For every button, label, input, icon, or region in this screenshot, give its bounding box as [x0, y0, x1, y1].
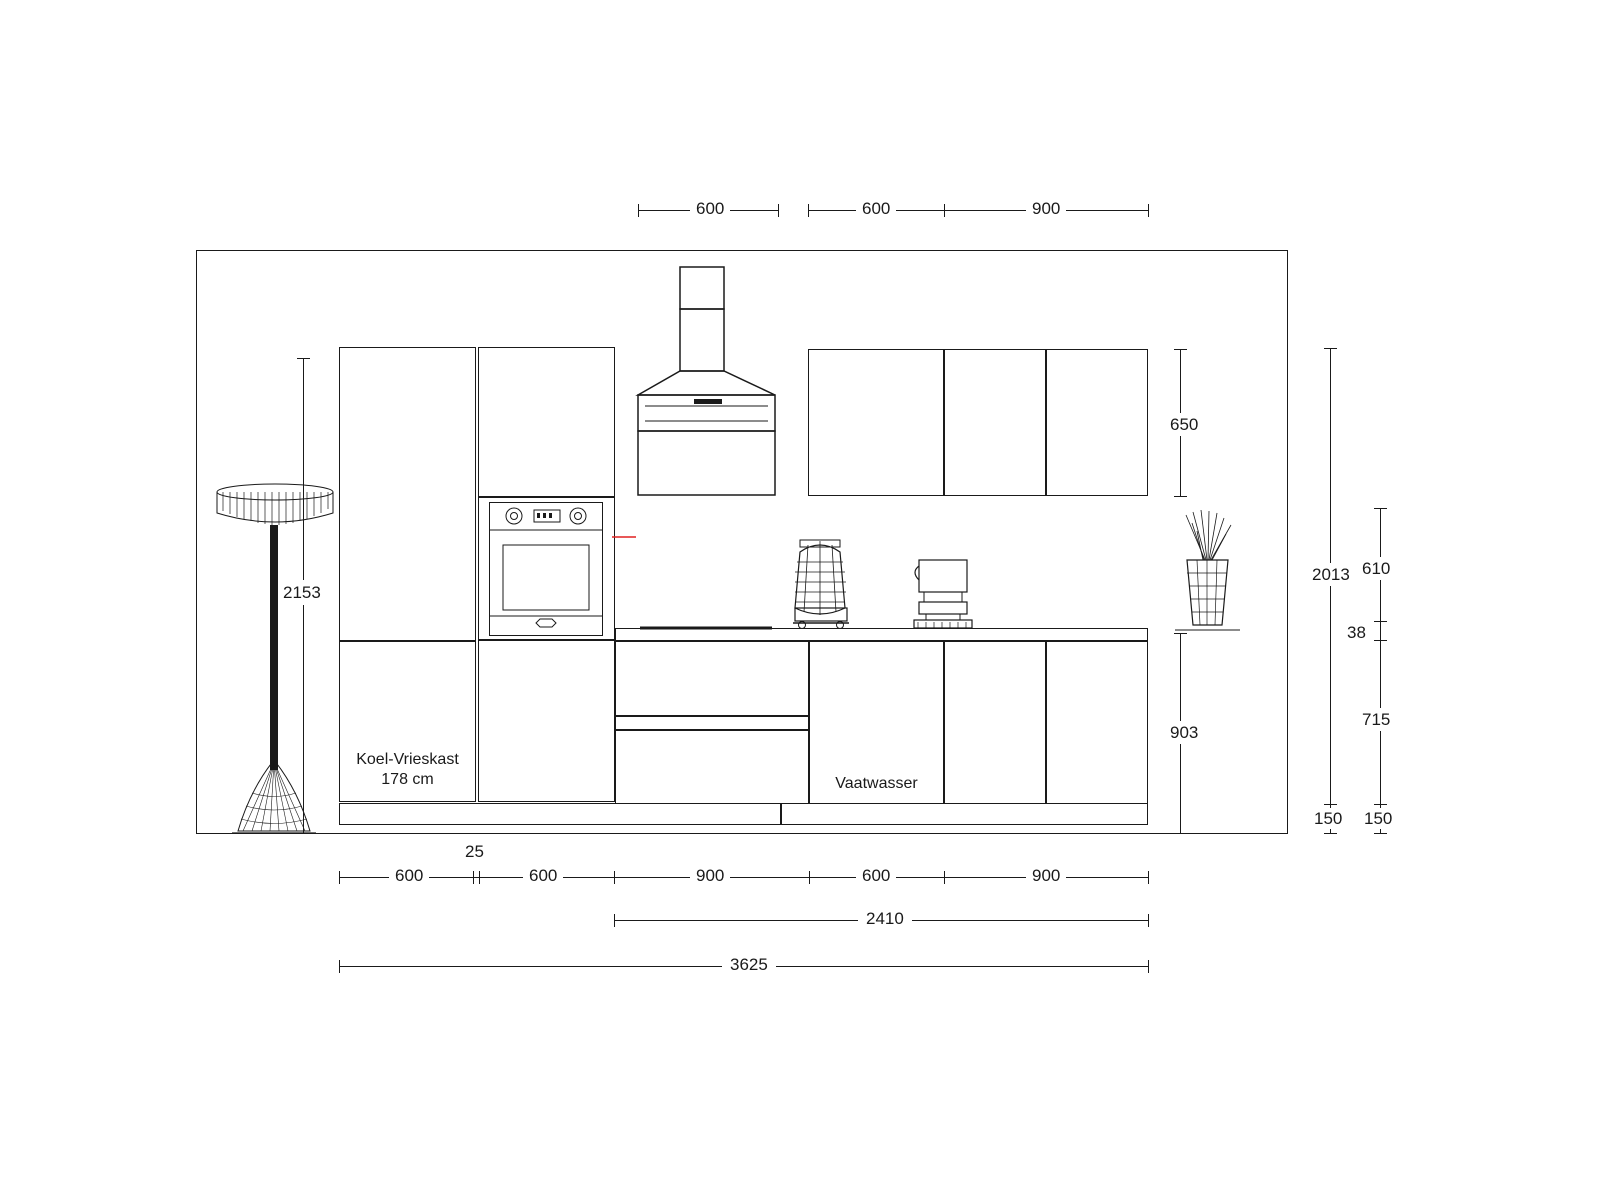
- dishwasher-label: Vaatwasser: [835, 775, 918, 792]
- right-dim-label-150a: 150: [1314, 809, 1343, 828]
- right-dim-903-tick-top: [1174, 633, 1187, 634]
- bottom-dim-tick-a: [339, 871, 340, 884]
- right-dim-label-38: 38: [1347, 623, 1366, 642]
- right-dim-2013-tick-top: [1324, 348, 1337, 349]
- bottom-dim-tick-d: [614, 871, 615, 884]
- bottom-dim-tick-e: [809, 871, 810, 884]
- right-dim-label-715: 715: [1362, 710, 1391, 729]
- bottom-dim-label-900a: 900: [690, 867, 730, 884]
- right-dim-150a-tick-bottom: [1324, 833, 1337, 834]
- right-dim-far-tick-5: [1374, 833, 1387, 834]
- top-dim-label-3: 900: [1026, 200, 1066, 217]
- bottom-dim-tick-b: [473, 871, 474, 884]
- bottom-2410-tick-right: [1148, 914, 1149, 927]
- right-dim-903-tick-bottom: [1174, 833, 1187, 834]
- bottom-dim-tick-g: [1148, 871, 1149, 884]
- right-dim-label-150b: 150: [1364, 809, 1393, 828]
- fridge-freezer-sublabel-text: 178 cm: [381, 771, 434, 788]
- left-dim-tick-bottom: [297, 833, 310, 834]
- bottom-3625-tick-left: [339, 960, 340, 973]
- left-dim-tick-top: [297, 358, 310, 359]
- bottom-dim-label-600b: 600: [523, 867, 563, 884]
- bottom-dim-label-2410: 2410: [858, 910, 912, 927]
- right-dim-far-tick-2: [1374, 621, 1387, 622]
- right-dim-label-903: 903: [1170, 723, 1199, 742]
- bottom-3625-tick-right: [1148, 960, 1149, 973]
- fridge-freezer-label-text: Koel-Vrieskast: [356, 751, 459, 768]
- bottom-dim-label-600a: 600: [389, 867, 429, 884]
- bottom-dim-tick-c: [479, 871, 480, 884]
- right-dim-650-tick-top: [1174, 349, 1187, 350]
- left-dim-label-2153: 2153: [281, 580, 323, 605]
- bottom-2410-tick-left: [614, 914, 615, 927]
- bottom-dim-label-3625: 3625: [722, 956, 776, 973]
- right-dim-650-tick-bottom: [1174, 496, 1187, 497]
- top-dim-label-2: 600: [856, 200, 896, 217]
- right-dim-far-tick-4: [1374, 804, 1387, 805]
- bottom-dim-label-600c: 600: [856, 867, 896, 884]
- bottom-dim-tick-f: [944, 871, 945, 884]
- right-dim-label-2013: 2013: [1312, 565, 1350, 584]
- right-dim-label-610: 610: [1362, 559, 1391, 578]
- right-dim-far-tick-3: [1374, 640, 1387, 641]
- right-dim-label-650: 650: [1170, 415, 1199, 434]
- bottom-dim-label-25: 25: [461, 843, 488, 860]
- right-dim-far-tick-1: [1374, 508, 1387, 509]
- bottom-dim-label-900b: 900: [1026, 867, 1066, 884]
- top-dim-label-1: 600: [690, 200, 730, 217]
